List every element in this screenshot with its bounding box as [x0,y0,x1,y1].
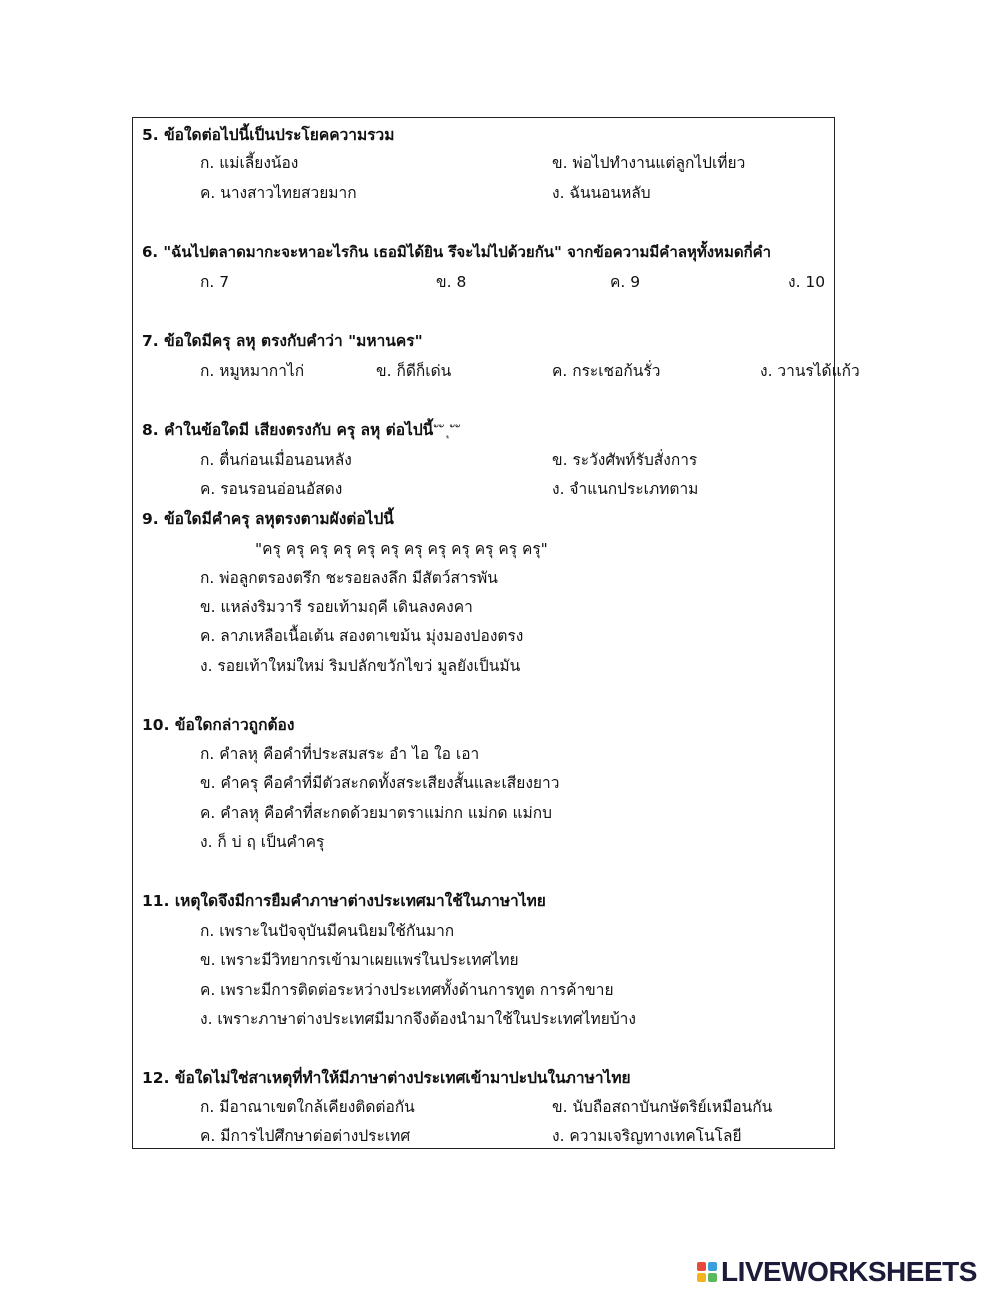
q10-option-c[interactable]: ค. คำลหุ คือคำที่สะกดด้วยมาตราแม่กก แม่กด แม่กบ [200,804,552,822]
q11-option-c[interactable]: ค. เพราะมีการติดต่อระหว่างประเทศทั้งด้านการทูต การค้าขาย [200,981,614,999]
q9-option-c[interactable]: ค. ลาภเหลือเนื้อเต้น สองตาเขม้น มุ่งมองปองตรง [200,627,524,645]
q6-option-b[interactable]: ข. 8 [436,273,467,291]
q7-option-d[interactable]: ง. วานรได้แก้ว [760,362,860,380]
q12-option-d[interactable]: ง. ความเจริญทางเทคโนโลยี [552,1127,742,1145]
q11-option-b[interactable]: ข. เพราะมีวิทยากรเข้ามาเผยแพร่ในประเทศไทย [200,951,519,969]
q9-option-b[interactable]: ข. แหล่งริมวารี รอยเท้ามฤคี เดินลงคงคา [200,598,473,616]
liveworksheets-logo-text: LIVEWORKSHEETS [721,1256,977,1287]
question-8 [142,420,461,442]
q9-option-a[interactable]: ก. พ่อลูกตรองตรึก ชะรอยลงลึก มีสัตว์สารพัน [200,569,498,587]
question-9: 9. ข้อใดมีคำครุ ลหุตรงตามผังต่อไปนี้ [142,510,394,528]
question-10: 10. ข้อใดกล่าวถูกต้อง [142,716,295,734]
q8-option-a[interactable]: ก. ตื่นก่อนเมื่อนอนหลัง [200,451,352,469]
q7-option-c[interactable]: ค. กระเชอก้นรั่ว [552,362,661,380]
q6-option-d[interactable]: ง. 10 [788,273,826,291]
q11-option-d[interactable]: ง. เพราะภาษาต่างประเทศมีมากจึงต้องนำมาใช้ในประเทศไทยบ้าง [200,1010,636,1028]
q5-option-d[interactable]: ง. ฉันนอนหลับ [552,184,651,202]
q10-option-b[interactable]: ข. คำครุ คือคำที่มีตัวสะกดทั้งสระเสียงสั้นและเสียงยาว [200,774,560,792]
q8-option-c[interactable]: ค. รอนรอนอ่อนอัสดง [200,480,343,498]
q10-option-d[interactable]: ง. ก็ บ่ ฤ เป็นคำครุ [200,833,325,851]
q7-option-a[interactable]: ก. หมูหมากาไก่ [200,362,305,380]
q6-option-c[interactable]: ค. 9 [610,273,641,291]
q12-option-b[interactable]: ข. นับถือสถาบันกษัตริย์เหมือนกัน [552,1098,773,1116]
q9-option-d[interactable]: ง. รอยเท้าใหม่ใหม่ ริมปลักขวักไขว่ มูลยังเป็นมัน [200,657,521,675]
q9-pattern: "ครุ ครุ ครุ ครุ ครุ ครุ ครุ ครุ ครุ ครุ ครุ ครุ" [255,540,548,558]
logo-square-green [708,1273,717,1282]
liveworksheets-logo [697,1257,977,1287]
logo-square-blue [708,1262,717,1271]
question-8-text: 8. คำในข้อใดมี เสียงตรงกับ ครุ ลหุ ต่อไปนี้ [142,421,434,439]
q12-option-c[interactable]: ค. มีการไปศึกษาต่อต่างประเทศ [200,1127,411,1145]
liveworksheets-logo-icon [697,1262,717,1282]
q5-option-a[interactable]: ก. แม่เลี้ยงน้อง [200,154,299,172]
q8-option-b[interactable]: ข. ระวังศัพท์รับสั่งการ [552,451,698,469]
question-11: 11. เหตุใดจึงมีการยืมคำภาษาต่างประเทศมาใช้ในภาษาไทย [142,892,546,910]
question-12: 12. ข้อใดไม่ใช่สาเหตุที่ทำให้มีภาษาต่างประเทศเข้ามาปะปนในภาษาไทย [142,1069,631,1087]
q11-option-a[interactable]: ก. เพราะในปัจจุบันมีคนนิยมใช้กันมาก [200,922,455,940]
q6-option-a[interactable]: ก. 7 [200,273,230,291]
q10-option-a[interactable]: ก. คำลหุ คือคำที่ประสมสระ อำ ไอ ใอ เอา [200,745,480,763]
q12-option-a[interactable]: ก. มีอาณาเขตใกล้เคียงติดต่อกัน [200,1098,415,1116]
logo-square-red [697,1262,706,1271]
q5-option-b[interactable]: ข. พ่อไปทำงานแต่ลูกไปเที่ยว [552,154,746,172]
logo-square-yellow [697,1273,706,1282]
question-8-pattern-marks: ั ั ุ ั ั [438,424,462,439]
question-5: 5. ข้อใดต่อไปนี้เป็นประโยคความรวม [142,126,395,144]
q8-option-d[interactable]: ง. จำแนกประเภทตาม [552,480,699,498]
q5-option-c[interactable]: ค. นางสาวไทยสวยมาก [200,184,357,202]
q7-option-b[interactable]: ข. ก็ดีก็เด่น [376,362,452,380]
question-6: 6. "ฉันไปตลาดมากะจะหาอะไรกิน เธอมิได้ยิน รึจะไม่ไปด้วยกัน" จากข้อความมีคำลหุทั้งหมดกี่คำ [142,243,772,261]
question-7: 7. ข้อใดมีครุ ลหุ ตรงกับคำว่า "มหานคร" [142,332,423,350]
